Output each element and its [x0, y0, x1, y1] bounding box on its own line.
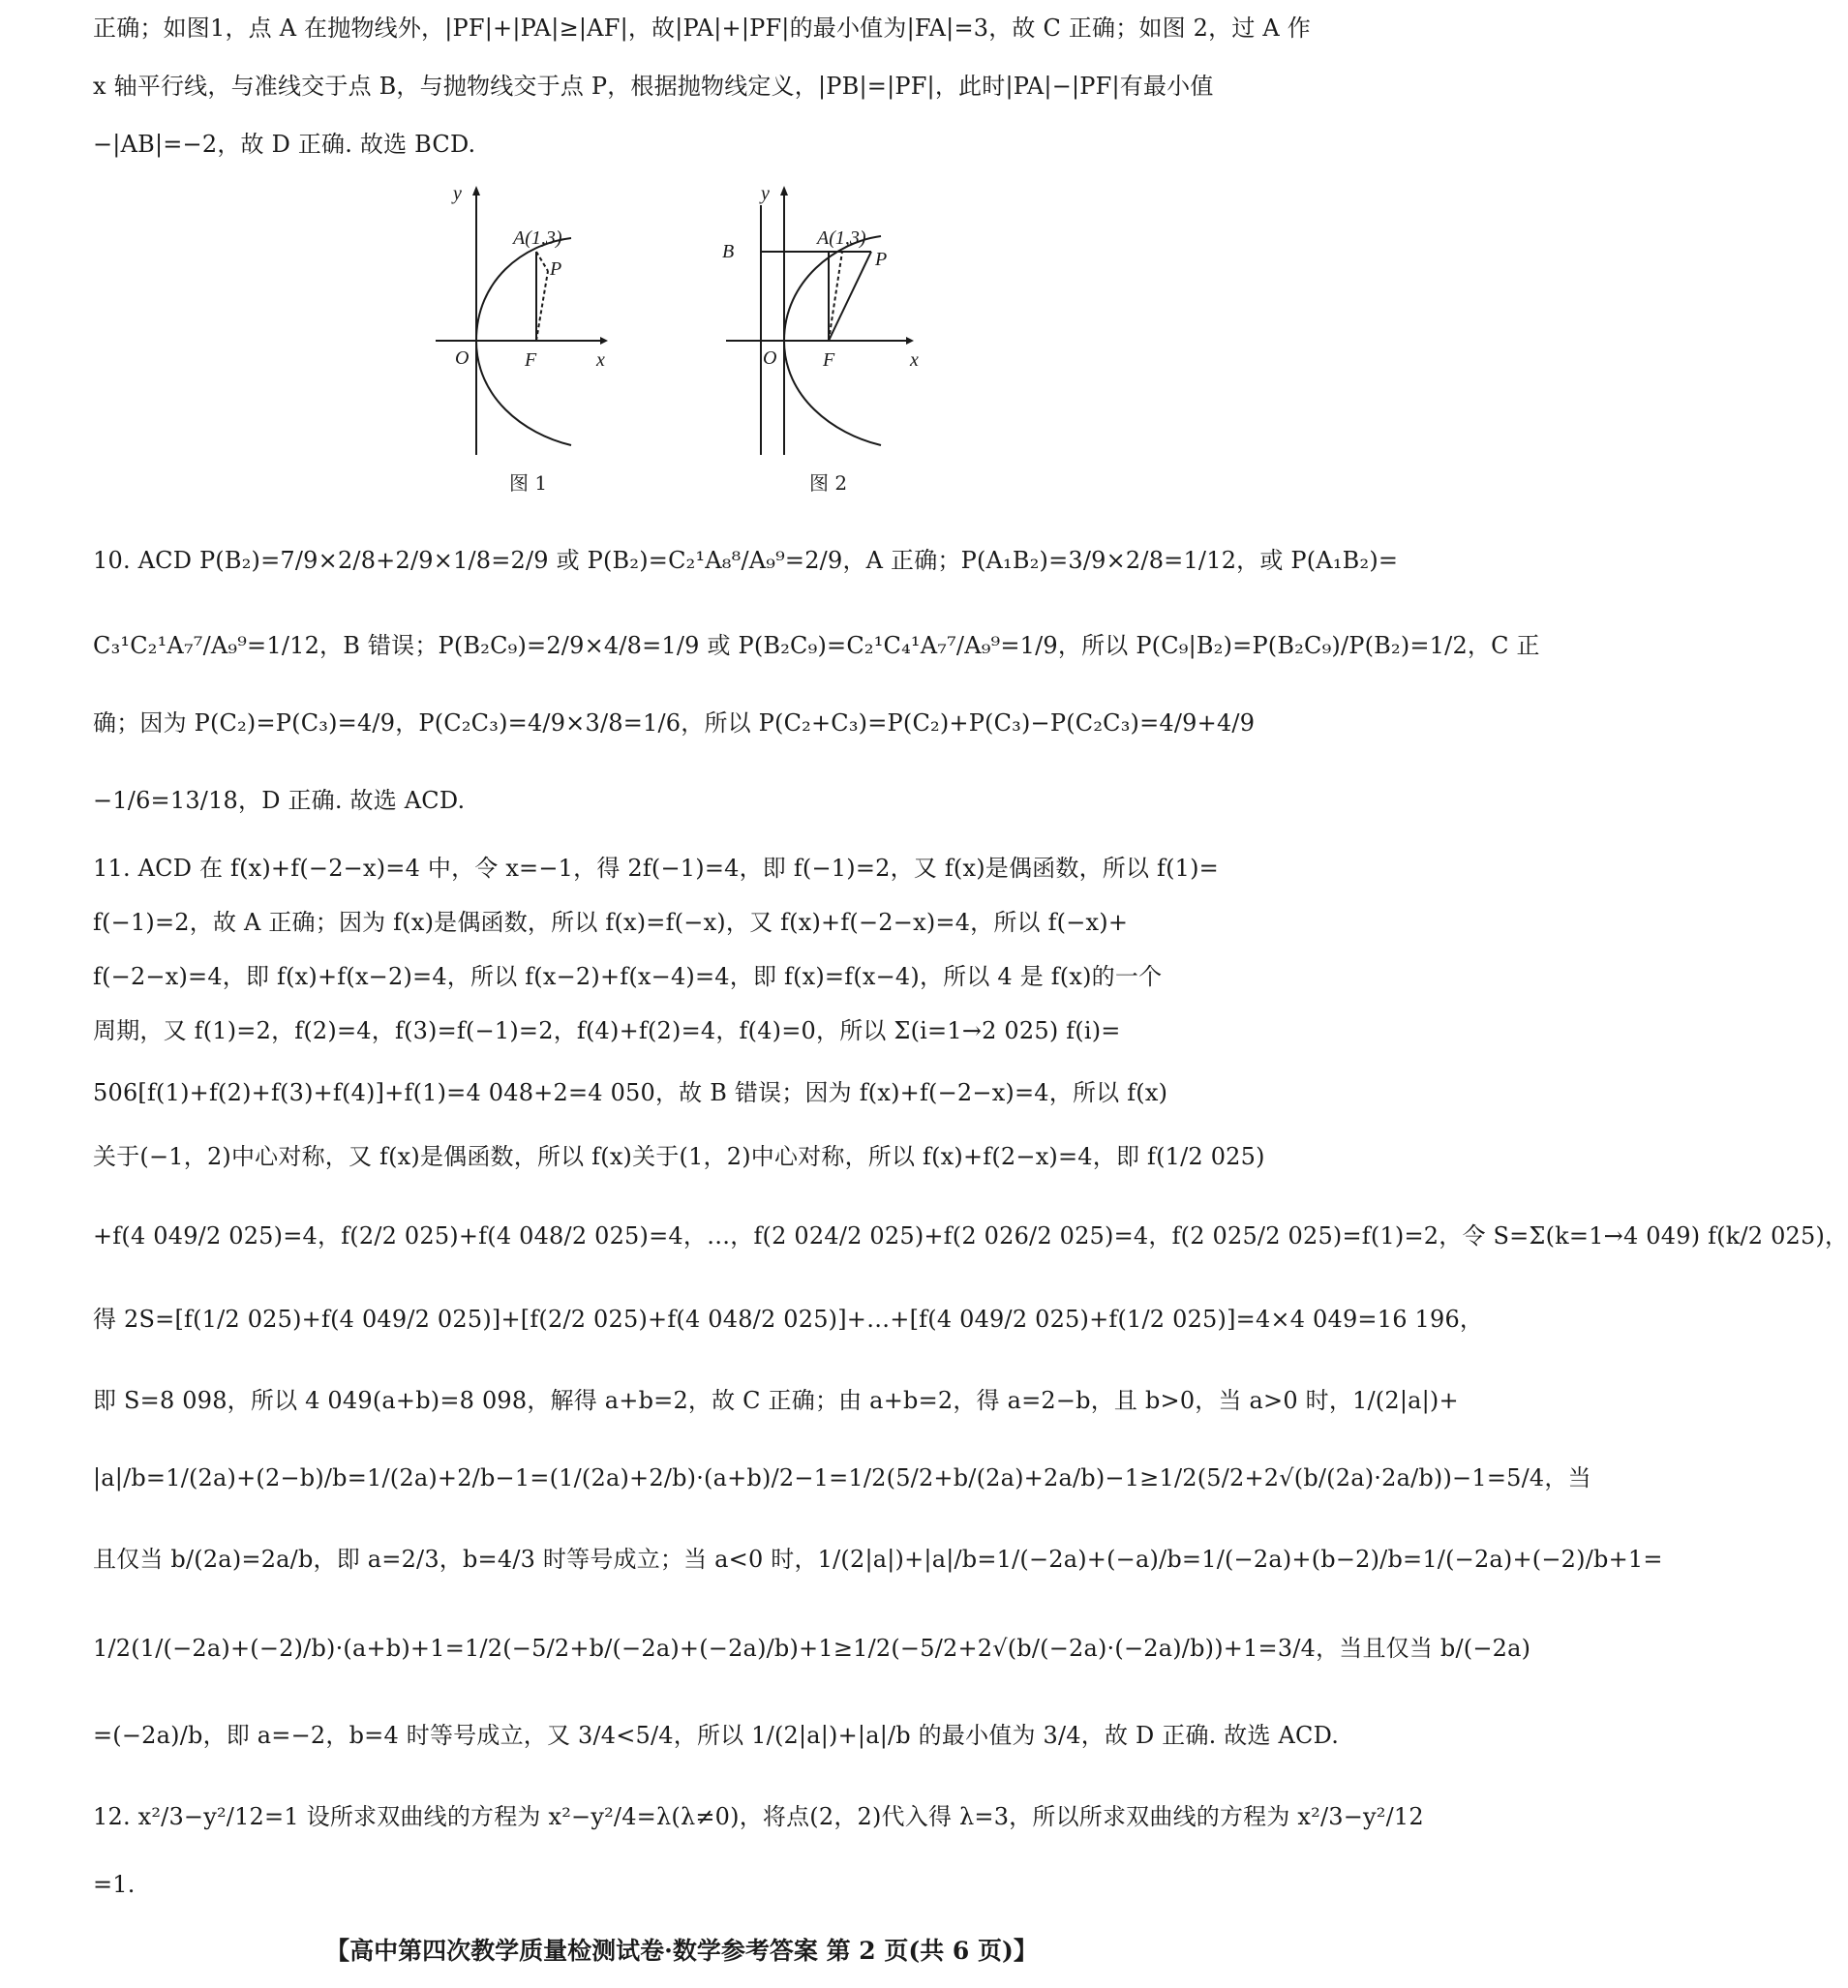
text-line-3: −|AB|=−2，故 D 正确. 故选 BCD.	[93, 131, 476, 158]
fig2-x-label: x	[910, 349, 919, 371]
q10-line-4: −1/6=13/18，D 正确. 故选 ACD.	[93, 787, 466, 814]
fig1-y-label: y	[453, 183, 462, 204]
figure-2	[726, 186, 914, 455]
fig1-f-label: F	[525, 349, 537, 371]
q11-line-11: 且仅当 b/(2a)=2a/b，即 a=2/3，b=4/3 时等号成立；当 a<0 时，1/(2|a|)+|a|/b=1/(−2a)+(−a)/b=1/(−2a)+(b−2)/b=1/(−2a)+(−2)/b+1=	[93, 1546, 1663, 1573]
q11-line-10: |a|/b=1/(2a)+(2−b)/b=1/(2a)+2/b−1=(1/(2a)+2/b)·(a+b)/2−1=1/2(5/2+b/(2a)+2a/b)−1≥1/2(5/2+2√(b/(2a)·2a/b))−1=5/4，当	[93, 1464, 1591, 1491]
fig2-p-label: P	[875, 249, 888, 270]
fig2-f-label: F	[823, 349, 835, 371]
figure-1-and-2	[416, 174, 958, 503]
text-line-1: 正确；如图1，点 A 在抛物线外，|PF|+|PA|≥|AF|，故|PA|+|PF|的最小值为|FA|=3，故 C 正确；如图 2，过 A 作	[93, 15, 1311, 42]
q11-line-6: 关于(−1，2)中心对称，又 f(x)是偶函数，所以 f(x)关于(1，2)中心对称，所以 f(x)+f(2−x)=4，即 f(1/2 025)	[93, 1143, 1265, 1170]
q11-line-12: 1/2(1/(−2a)+(−2)/b)·(a+b)+1=1/2(−5/2+b/(−2a)+(−2a)/b)+1≥1/2(−5/2+2√(b/(−2a)·(−2a)/b))+1=3/4，当且仅当 b/(−2a)	[93, 1635, 1531, 1662]
q11-line-1: 11. ACD 在 f(x)+f(−2−x)=4 中，令 x=−1，得 2f(−1)=4，即 f(−1)=2，又 f(x)是偶函数，所以 f(1)=	[93, 855, 1219, 882]
q11-line-2: f(−1)=2，故 A 正确；因为 f(x)是偶函数，所以 f(x)=f(−x)，又 f(x)+f(−2−x)=4，所以 f(−x)+	[93, 909, 1129, 936]
q10-line-1: 10. ACD P(B₂)=7/9×2/8+2/9×1/8=2/9 或 P(B₂)=C₂¹A₈⁸/A₉⁹=2/9，A 正确；P(A₁B₂)=3/9×2/8=1/12，或 P(A₁B₂)=	[93, 547, 1399, 574]
figure-1	[436, 186, 608, 455]
fig1-p-label: P	[550, 258, 562, 280]
q11-line-9: 即 S=8 098，所以 4 049(a+b)=8 098，解得 a+b=2，故 C 正确；由 a+b=2，得 a=2−b，且 b>0，当 a>0 时，1/(2|a|)+	[93, 1387, 1459, 1414]
fig2-y-label: y	[761, 183, 770, 204]
q10-line-2: C₃¹C₂¹A₇⁷/A₉⁹=1/12，B 错误；P(B₂C₉)=2/9×4/8=1/9 或 P(B₂C₉)=C₂¹C₄¹A₇⁷/A₉⁹=1/9，所以 P(C₉|B₂)=P(B₂C₉)/P(B₂)=1/2，C 正	[93, 632, 1540, 659]
q11-line-5: 506[f(1)+f(2)+f(3)+f(4)]+f(1)=4 048+2=4 050，故 B 错误；因为 f(x)+f(−2−x)=4，所以 f(x)	[93, 1079, 1168, 1106]
page-footer: 【高中第四次教学质量检测试卷·数学参考答案 第 2 页(共 6 页)】	[325, 1937, 1038, 1965]
parabola-figures	[416, 174, 958, 503]
q10-line-3: 确；因为 P(C₂)=P(C₃)=4/9，P(C₂C₃)=4/9×3/8=1/6，所以 P(C₂+C₃)=P(C₂)+P(C₃)−P(C₂C₃)=4/9+4/9	[93, 709, 1256, 737]
q11-line-3: f(−2−x)=4，即 f(x)+f(x−2)=4，所以 f(x−2)+f(x−4)=4，即 f(x)=f(x−4)，所以 4 是 f(x)的一个	[93, 963, 1163, 990]
fig2-o-label: O	[763, 347, 777, 369]
fig1-o-label: O	[455, 347, 470, 369]
fig2-caption: 图 2	[809, 471, 848, 495]
q11-line-8: 得 2S=[f(1/2 025)+f(4 049/2 025)]+[f(2/2 025)+f(4 048/2 025)]+…+[f(4 049/2 025)+f(1/2 025)]=4×4 049=16 196，	[93, 1306, 1484, 1333]
q12-line-1: 12. x²/3−y²/12=1 设所求双曲线的方程为 x²−y²/4=λ(λ≠0)，将点(2，2)代入得 λ=3，所以所求双曲线的方程为 x²/3−y²/12	[93, 1803, 1424, 1830]
fig1-caption: 图 1	[509, 471, 548, 495]
q12-line-2: =1.	[93, 1871, 136, 1898]
q11-line-4: 周期，又 f(1)=2，f(2)=4，f(3)=f(−1)=2，f(4)+f(2)=4，f(4)=0，所以 Σ(i=1→2 025) f(i)=	[93, 1017, 1121, 1044]
fig2-a-label: A(1,3)	[817, 227, 866, 249]
fig2-b-label: B	[722, 241, 735, 262]
q11-line-13: =(−2a)/b，即 a=−2，b=4 时等号成立，又 3/4<5/4，所以 1/(2|a|)+|a|/b 的最小值为 3/4，故 D 正确. 故选 ACD.	[93, 1722, 1340, 1749]
fig1-x-label: x	[596, 349, 605, 371]
q11-line-7: +f(4 049/2 025)=4，f(2/2 025)+f(4 048/2 025)=4，…，f(2 024/2 025)+f(2 026/2 025)=4，f(2 025/2 025)=f(1)=2，令 S=Σ(k=1→4 049) f(k/2 025)，	[93, 1222, 1848, 1250]
text-line-2: x 轴平行线，与准线交于点 B，与抛物线交于点 P，根据抛物线定义，|PB|=|PF|，此时|PA|−|PF|有最小值	[93, 73, 1214, 100]
fig1-a-label: A(1,3)	[513, 227, 562, 249]
